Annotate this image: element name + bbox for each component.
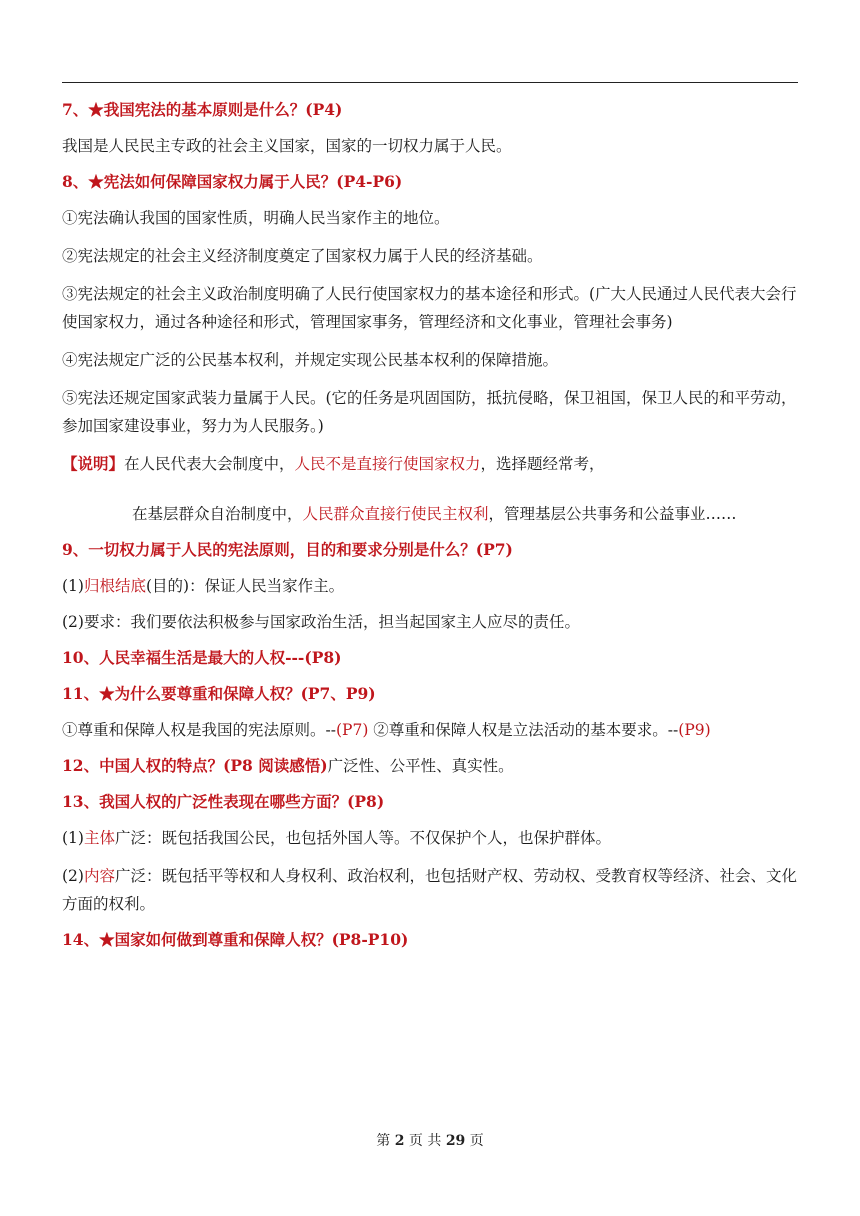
question-8-item-3: ③宪法规定的社会主义政治制度明确了人民行使国家权力的基本途径和形式。(广大人民通过人民代表大会行使国家权力，通过各种途径和形式，管理国家事务，管理经济和文化事业，管理社会事务)	[62, 285, 797, 331]
question-13-answer-1	[62, 824, 798, 852]
question-7-title: 7、★我国宪法的基本原则是什么？(P4)	[62, 100, 343, 119]
question-12-answer: 广泛性、公平性、真实性。	[327, 757, 514, 775]
question-12-title: 12、中国人权的特点？(P8 阅读感悟)	[62, 756, 328, 775]
question-11-title: 11、★为什么要尊重和保障人权？(P7、P9)	[62, 684, 376, 703]
question-13-answer-2	[62, 862, 798, 918]
question-11-ref-2: (P9)	[678, 721, 711, 739]
question-13-answer-2-prefix: (2)	[62, 867, 84, 885]
note-line-2-highlight: 人民群众直接行使民主权利	[302, 505, 489, 523]
question-11-answer	[62, 716, 798, 744]
question-8-item-2: ②宪法规定的社会主义经济制度奠定了国家权力属于人民的经济基础。	[62, 247, 543, 265]
question-8-item-4: ④宪法规定广泛的公民基本权利，并规定实现公民基本权利的保障措施。	[62, 351, 559, 369]
question-10-title: 10、人民幸福生活是最大的人权---(P8)	[62, 648, 342, 667]
question-13-answer-2-highlight: 内容	[83, 867, 115, 885]
question-11-part-2: ②尊重和保障人权是立法活动的基本要求。--	[368, 721, 679, 739]
footer-middle: 页 共	[408, 1133, 442, 1149]
page-footer	[0, 1130, 860, 1150]
footer-prefix: 第	[376, 1133, 391, 1149]
question-8-item-5: ⑤宪法还规定国家武装力量属于人民。(它的任务是巩固国防，抵抗侵略，保卫祖国，保卫人民的和平劳动，参加国家建设事业，努力为人民服务。)	[62, 389, 797, 435]
question-8-title: 8、★宪法如何保障国家权力属于人民？(P4-P6)	[62, 172, 403, 191]
page-content	[62, 96, 798, 954]
question-13-answer-1-rest: 广泛：既包括我国公民，也包括外国人等。不仅保护个人，也保护群体。	[114, 829, 611, 847]
note-label: 【说明】	[62, 454, 125, 473]
question-11-ref-1: (P7)	[335, 721, 369, 739]
note-line-2	[62, 500, 798, 528]
question-8-item-1: ①宪法确认我国的国家性质，明确人民当家作主的地位。	[62, 209, 450, 227]
note-line-1-pre: 在人民代表大会制度中，	[124, 455, 295, 473]
question-13-answer-1-highlight: 主体	[83, 829, 115, 847]
question-9-title: 9、一切权力属于人民的宪法原则，目的和要求分别是什么？(P7)	[62, 540, 513, 559]
note-line-1-post: ，选择题经常考，	[480, 455, 605, 473]
question-9-answer-1-highlight: 归根结底	[83, 577, 146, 595]
note-line-2-pre: 在基层群众自治制度中，	[132, 505, 303, 523]
question-9-answer-1	[62, 572, 798, 600]
question-7-answer: 我国是人民民主专政的社会主义国家，国家的一切权力属于人民。	[62, 137, 512, 155]
question-13-title: 13、我国人权的广泛性表现在哪些方面？(P8)	[62, 792, 385, 811]
question-9-answer-1-rest: (目的)：保证人民当家作主。	[145, 577, 345, 595]
note-line-1-highlight: 人民不是直接行使国家权力	[294, 455, 481, 473]
footer-total-pages: 29	[445, 1133, 466, 1149]
footer-page-number: 2	[394, 1133, 405, 1149]
note-line-2-post: ，管理基层公共事务和公益事业……	[488, 505, 737, 523]
question-9-answer-2: (2)要求：我们要依法积极参与国家政治生活，担当起国家主人应尽的责任。	[62, 613, 580, 631]
question-12	[62, 752, 798, 780]
question-13-answer-1-prefix: (1)	[62, 829, 84, 847]
question-14-title: 14、★国家如何做到尊重和保障人权？(P8-P10)	[62, 930, 409, 949]
question-9-answer-1-prefix: (1)	[62, 577, 84, 595]
question-11-part-1: ①尊重和保障人权是我国的宪法原则。--	[62, 721, 336, 739]
question-13-answer-2-rest: 广泛：既包括平等权和人身权利、政治权利，也包括财产权、劳动权、受教育权等经济、社会、文化方面的权利。	[62, 867, 797, 913]
note-line-1	[62, 450, 798, 478]
header-rule	[62, 82, 798, 83]
footer-suffix: 页	[469, 1133, 484, 1149]
